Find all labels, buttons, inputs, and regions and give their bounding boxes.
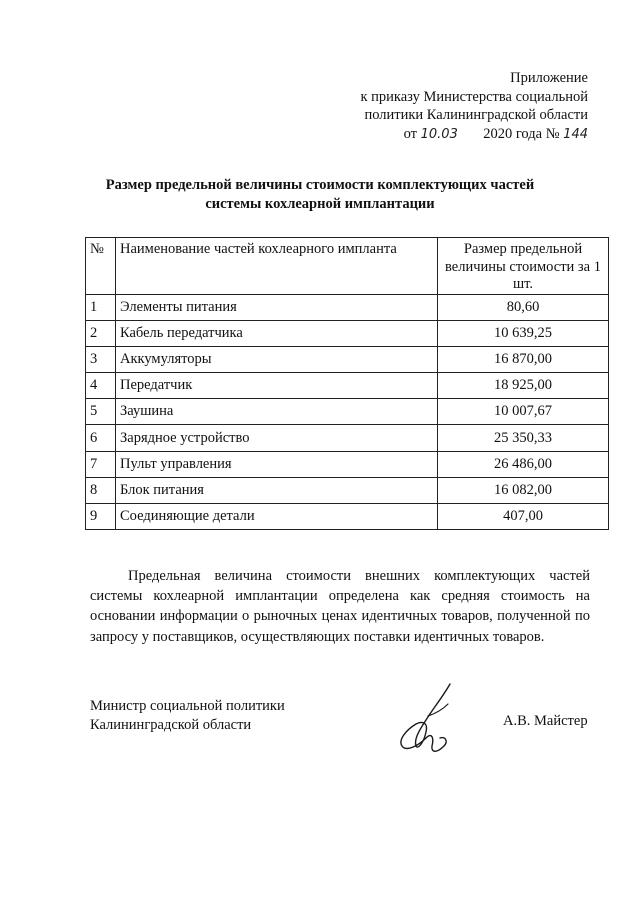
row-num: 9 xyxy=(86,504,116,530)
methodology-paragraph xyxy=(90,566,590,647)
row-name: Пульт управления xyxy=(116,451,438,477)
table-row xyxy=(86,477,609,503)
row-num: 6 xyxy=(86,425,116,451)
row-price: 10 639,25 xyxy=(438,320,609,346)
handwritten-signature xyxy=(388,680,468,760)
table-row xyxy=(86,425,609,451)
handwritten-date: 10.03 xyxy=(420,126,458,142)
row-num: 1 xyxy=(86,294,116,320)
row-price: 80,60 xyxy=(438,294,609,320)
signatory-title-line-1: Министр социальной политики xyxy=(90,698,285,714)
table-header-row xyxy=(86,238,609,295)
table-row xyxy=(86,451,609,477)
table-row xyxy=(86,346,609,372)
date-prefix: от xyxy=(403,125,417,142)
paragraph-text: Предельная величина стоимости внешних комплектующих частей системы кохлеарной имплантации определена как средняя стоимость на основании информации о рыночных ценах идентичных товаров, полученной по запросу у поставщиков, осуществляющих поставки идентичных товаров. xyxy=(90,568,590,645)
document-title xyxy=(80,176,560,214)
row-price: 18 925,00 xyxy=(438,373,609,399)
header-num: № xyxy=(86,238,116,295)
row-num: 3 xyxy=(86,346,116,372)
row-num: 4 xyxy=(86,373,116,399)
row-price: 26 486,00 xyxy=(438,451,609,477)
table-row xyxy=(86,373,609,399)
ministry-name: политики Калининградской области xyxy=(364,107,588,123)
row-name: Аккумуляторы xyxy=(116,346,438,372)
signatory-title xyxy=(90,697,285,734)
table-row xyxy=(86,399,609,425)
row-price: 407,00 xyxy=(438,504,609,530)
row-num: 7 xyxy=(86,451,116,477)
order-reference: к приказу Министерства социальной xyxy=(360,88,588,105)
signatory-name: А.В. Майстер xyxy=(503,713,588,729)
row-name: Зарядное устройство xyxy=(116,425,438,451)
year-text: 2020 года № xyxy=(483,125,560,142)
row-num: 5 xyxy=(86,399,116,425)
row-name: Блок питания xyxy=(116,477,438,503)
row-num: 2 xyxy=(86,320,116,346)
handwritten-number: 144 xyxy=(563,126,588,142)
header-price: Размер предельной величины стоимости за 1 шт. xyxy=(438,238,609,295)
title-line-1: Размер предельной величины стоимости комплектующих частей xyxy=(105,177,535,193)
row-num: 8 xyxy=(86,477,116,503)
row-name: Элементы питания xyxy=(116,294,438,320)
row-name: Соединяющие детали xyxy=(116,504,438,530)
row-price: 16 082,00 xyxy=(438,477,609,503)
table-row xyxy=(86,294,609,320)
price-table xyxy=(85,237,609,530)
row-name: Кабель передатчика xyxy=(116,320,438,346)
table-row xyxy=(86,504,609,530)
appendix-header xyxy=(338,69,588,144)
signatory-title-line-2: Калининградской области xyxy=(90,716,252,733)
row-name: Передатчик xyxy=(116,373,438,399)
row-price: 16 870,00 xyxy=(438,346,609,372)
appendix-label: Приложение xyxy=(510,70,588,86)
title-line-2: системы кохлеарной имплантации xyxy=(205,196,435,212)
order-date-line xyxy=(338,125,588,145)
row-name: Заушина xyxy=(116,399,438,425)
header-name: Наименование частей кохлеарного импланта xyxy=(116,238,438,295)
table-row xyxy=(86,320,609,346)
row-price: 25 350,33 xyxy=(438,425,609,451)
row-price: 10 007,67 xyxy=(438,399,609,425)
